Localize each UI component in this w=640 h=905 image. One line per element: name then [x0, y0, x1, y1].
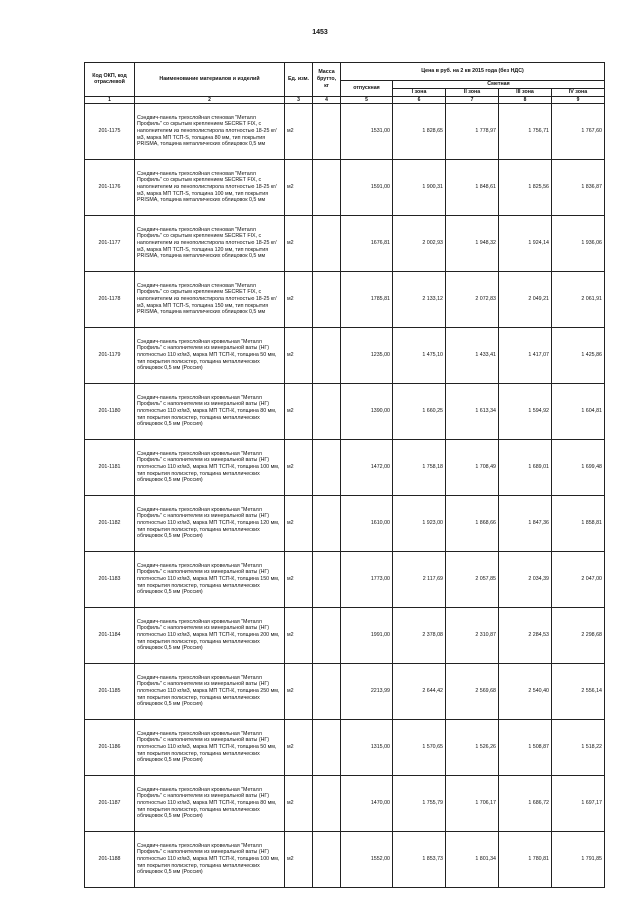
zone-4-price: 2 061,91	[552, 271, 605, 327]
item-unit: м2	[285, 271, 313, 327]
item-name: Сэндвич-панель трехслойная кровельная "Металл Профиль" с наполнителем из минеральной ваты (НГ) плотностью 110 кг/м3, марка МП ТСП-К, толщина 120 мм, тип покрытия полиэстер, толщина металлических облицовок 0,5 мм (Россия)	[135, 495, 285, 551]
zone-1-price: 2 117,69	[393, 551, 446, 607]
header-code: Код ОКП, код отраслевой	[85, 63, 135, 97]
zone-4-price: 2 298,68	[552, 607, 605, 663]
header-mass: Масса брутто, кг	[313, 63, 341, 97]
item-code: 201-1186	[85, 719, 135, 775]
item-name: Сэндвич-панель трехслойная стеновая "Металл Профиль" со скрытым креплением SECRET FIX, с наполнителем из пенополистирола плотностью 18-25 кг/м3, марка МП ТСП-S, толщина 80 мм, тип покрытия PRISMA, толщина металлических облицовок 0,5 мм	[135, 103, 285, 159]
table-body	[85, 103, 605, 887]
item-unit: м2	[285, 439, 313, 495]
zone-4-price: 2 047,00	[552, 551, 605, 607]
item-name: Сэндвич-панель трехслойная кровельная "Металл Профиль" с наполнителем из минеральной ваты (НГ) плотностью 110 кг/м3, марка МП ТСП-К, толщина 80 мм, тип покрытия полиэстер, толщина металлических облицовок 0,5 мм (Россия)	[135, 383, 285, 439]
zone-2-price: 2 072,83	[446, 271, 499, 327]
zone-1-price: 1 758,18	[393, 439, 446, 495]
zone-2-price: 1 778,97	[446, 103, 499, 159]
item-name: Сэндвич-панель трехслойная кровельная "Металл Профиль" с наполнителем из минеральной ваты (НГ) плотностью 110 кг/м3, марка МП ТСП-К, толщина 100 мм, тип покрытия полиэстер, толщина металлических облицовок 0,5 мм (Россия)	[135, 439, 285, 495]
release-price: 1991,00	[341, 607, 393, 663]
zone-2-price: 2 057,85	[446, 551, 499, 607]
item-name: Сэндвич-панель трехслойная стеновая "Металл Профиль" со скрытым креплением SECRET FIX, с наполнителем из пенополистирола плотностью 18-25 кг/м3, марка МП ТСП-S, толщина 150 мм, тип покрытия PRISMA, толщина металлических облицовок 0,5 мм	[135, 271, 285, 327]
item-code: 201-1182	[85, 495, 135, 551]
zone-4-price: 1 836,87	[552, 159, 605, 215]
item-code: 201-1188	[85, 831, 135, 887]
item-name: Сэндвич-панель трехслойная кровельная "Металл Профиль" с наполнителем из минеральной ваты (НГ) плотностью 110 кг/м3, марка МП ТСП-К, толщина 250 мм, тип покрытия полиэстер, толщина металлических облицовок 0,5 мм (Россия)	[135, 663, 285, 719]
item-name: Сэндвич-панель трехслойная кровельная "Металл Профиль" с наполнителем из минеральной ваты (НГ) плотностью 110 кг/м3, марка МП ТСП-К, толщина 50 мм, тип покрытия полиэстер, толщина металлических облицовок 0,5 мм (Россия)	[135, 327, 285, 383]
zone-3-price: 1 508,87	[499, 719, 552, 775]
release-price: 1470,00	[341, 775, 393, 831]
release-price: 1472,00	[341, 439, 393, 495]
column-number: 3	[285, 96, 313, 103]
column-number: 2	[135, 96, 285, 103]
header-zone-2: II зона	[446, 89, 499, 97]
header-release-price: отпускная	[341, 81, 393, 97]
item-name: Сэндвич-панель трехслойная кровельная "Металл Профиль" с наполнителем из минеральной ваты (НГ) плотностью 110 кг/м3, марка МП ТСП-К, толщина 50 мм, тип покрытия полиэстер, толщина металлических облицовок 0,5 мм (Россия)	[135, 719, 285, 775]
header-zone-3: III зона	[499, 89, 552, 97]
release-price: 1315,00	[341, 719, 393, 775]
zone-1-price: 1 660,25	[393, 383, 446, 439]
item-mass	[313, 383, 341, 439]
item-code: 201-1179	[85, 327, 135, 383]
item-unit: м2	[285, 551, 313, 607]
item-code: 201-1178	[85, 271, 135, 327]
item-mass	[313, 159, 341, 215]
zone-4-price: 1 791,85	[552, 831, 605, 887]
item-code: 201-1184	[85, 607, 135, 663]
release-price: 2213,99	[341, 663, 393, 719]
zone-4-price: 1 697,17	[552, 775, 605, 831]
release-price: 1676,81	[341, 215, 393, 271]
table-row	[85, 383, 605, 439]
item-code: 201-1183	[85, 551, 135, 607]
item-name: Сэндвич-панель трехслойная кровельная "Металл Профиль" с наполнителем из минеральной ваты (НГ) плотностью 110 кг/м3, марка МП ТСП-К, толщина 80 мм, тип покрытия полиэстер, толщина металлических облицовок 0,5 мм (Россия)	[135, 775, 285, 831]
header-name: Наименование материалов и изделий	[135, 63, 285, 97]
header-zone-4: IV зона	[552, 89, 605, 97]
item-code: 201-1181	[85, 439, 135, 495]
table-row	[85, 271, 605, 327]
item-unit: м2	[285, 831, 313, 887]
zone-1-price: 1 828,65	[393, 103, 446, 159]
zone-3-price: 1 756,71	[499, 103, 552, 159]
table-row	[85, 159, 605, 215]
item-code: 201-1185	[85, 663, 135, 719]
item-name: Сэндвич-панель трехслойная кровельная "Металл Профиль" с наполнителем из минеральной ваты (НГ) плотностью 110 кг/м3, марка МП ТСП-К, толщина 150 мм, тип покрытия полиэстер, толщина металлических облицовок 0,5 мм (Россия)	[135, 551, 285, 607]
zone-1-price: 2 133,12	[393, 271, 446, 327]
column-number: 8	[499, 96, 552, 103]
zone-1-price: 2 002,93	[393, 215, 446, 271]
column-number: 1	[85, 96, 135, 103]
zone-3-price: 1 825,56	[499, 159, 552, 215]
zone-3-price: 1 686,72	[499, 775, 552, 831]
zone-4-price: 1 936,06	[552, 215, 605, 271]
zone-2-price: 1 801,34	[446, 831, 499, 887]
release-price: 1773,00	[341, 551, 393, 607]
zone-2-price: 1 706,17	[446, 775, 499, 831]
header-price-group: Цена в руб. на 2 кв 2015 года (без НДС)	[341, 63, 605, 81]
column-number: 4	[313, 96, 341, 103]
table-row	[85, 103, 605, 159]
zone-2-price: 1 526,26	[446, 719, 499, 775]
zone-3-price: 2 034,39	[499, 551, 552, 607]
item-code: 201-1180	[85, 383, 135, 439]
item-mass	[313, 719, 341, 775]
zone-4-price: 1 767,60	[552, 103, 605, 159]
header-estimate: Сметная	[393, 81, 605, 89]
item-mass	[313, 439, 341, 495]
item-name: Сэндвич-панель трехслойная стеновая "Металл Профиль" со скрытым креплением SECRET FIX, с наполнителем из пенополистирола плотностью 18-25 кг/м3, марка МП ТСП-S, толщина 120 мм, тип покрытия PRISMA, толщина металлических облицовок 0,5 мм	[135, 215, 285, 271]
release-price: 1552,00	[341, 831, 393, 887]
release-price: 1591,00	[341, 159, 393, 215]
release-price: 1785,81	[341, 271, 393, 327]
item-mass	[313, 607, 341, 663]
zone-2-price: 2 569,68	[446, 663, 499, 719]
column-number: 9	[552, 96, 605, 103]
item-unit: м2	[285, 215, 313, 271]
price-table	[84, 62, 605, 888]
table-row	[85, 831, 605, 887]
zone-3-price: 1 417,07	[499, 327, 552, 383]
item-name: Сэндвич-панель трехслойная кровельная "Металл Профиль" с наполнителем из минеральной ваты (НГ) плотностью 110 кг/м3, марка МП ТСП-К, толщина 100 мм, тип покрытия полиэстер, толщина металлических облицовок 0,5 мм (Россия)	[135, 831, 285, 887]
zone-1-price: 1 900,31	[393, 159, 446, 215]
zone-2-price: 1 868,66	[446, 495, 499, 551]
zone-4-price: 1 699,48	[552, 439, 605, 495]
zone-4-price: 1 604,81	[552, 383, 605, 439]
zone-1-price: 1 475,10	[393, 327, 446, 383]
zone-2-price: 1 948,32	[446, 215, 499, 271]
zone-4-price: 1 858,81	[552, 495, 605, 551]
zone-1-price: 1 853,73	[393, 831, 446, 887]
zone-3-price: 1 847,36	[499, 495, 552, 551]
item-code: 201-1187	[85, 775, 135, 831]
item-code: 201-1176	[85, 159, 135, 215]
item-mass	[313, 103, 341, 159]
table-row	[85, 215, 605, 271]
zone-1-price: 2 378,08	[393, 607, 446, 663]
item-mass	[313, 327, 341, 383]
zone-3-price: 2 284,53	[499, 607, 552, 663]
zone-2-price: 2 310,87	[446, 607, 499, 663]
zone-3-price: 1 780,81	[499, 831, 552, 887]
item-code: 201-1177	[85, 215, 135, 271]
table-row	[85, 775, 605, 831]
table-row	[85, 607, 605, 663]
zone-3-price: 1 689,01	[499, 439, 552, 495]
zone-2-price: 1 433,41	[446, 327, 499, 383]
item-unit: м2	[285, 719, 313, 775]
table-row	[85, 719, 605, 775]
zone-1-price: 1 755,79	[393, 775, 446, 831]
header-unit: Ед. изм.	[285, 63, 313, 97]
zone-3-price: 1 924,14	[499, 215, 552, 271]
item-code: 201-1175	[85, 103, 135, 159]
item-unit: м2	[285, 495, 313, 551]
item-unit: м2	[285, 663, 313, 719]
zone-1-price: 1 923,00	[393, 495, 446, 551]
item-unit: м2	[285, 775, 313, 831]
zone-1-price: 1 570,65	[393, 719, 446, 775]
item-mass	[313, 775, 341, 831]
item-unit: м2	[285, 327, 313, 383]
item-unit: м2	[285, 159, 313, 215]
item-mass	[313, 271, 341, 327]
zone-4-price: 2 556,14	[552, 663, 605, 719]
table-row	[85, 327, 605, 383]
zone-1-price: 2 644,42	[393, 663, 446, 719]
zone-3-price: 2 049,21	[499, 271, 552, 327]
table-row	[85, 663, 605, 719]
page-number: 1453	[312, 29, 328, 36]
zone-3-price: 2 540,40	[499, 663, 552, 719]
release-price: 1610,00	[341, 495, 393, 551]
table-row	[85, 439, 605, 495]
table-row	[85, 495, 605, 551]
column-number: 7	[446, 96, 499, 103]
zone-4-price: 1 518,22	[552, 719, 605, 775]
column-number-row	[85, 96, 605, 103]
zone-3-price: 1 594,92	[499, 383, 552, 439]
item-unit: м2	[285, 607, 313, 663]
column-number: 6	[393, 96, 446, 103]
table-row	[85, 551, 605, 607]
column-number: 5	[341, 96, 393, 103]
item-mass	[313, 495, 341, 551]
item-mass	[313, 663, 341, 719]
item-mass	[313, 551, 341, 607]
zone-2-price: 1 848,61	[446, 159, 499, 215]
release-price: 1235,00	[341, 327, 393, 383]
zone-2-price: 1 708,49	[446, 439, 499, 495]
item-name: Сэндвич-панель трехслойная стеновая "Металл Профиль" со скрытым креплением SECRET FIX, с наполнителем из пенополистирола плотностью 18-25 кг/м3, марка МП ТСП-S, толщина 100 мм, тип покрытия PRISMA, толщина металлических облицовок 0,5 мм	[135, 159, 285, 215]
zone-4-price: 1 425,86	[552, 327, 605, 383]
item-mass	[313, 831, 341, 887]
header-zone-1: I зона	[393, 89, 446, 97]
release-price: 1390,00	[341, 383, 393, 439]
item-mass	[313, 215, 341, 271]
item-name: Сэндвич-панель трехслойная кровельная "Металл Профиль" с наполнителем из минеральной ваты (НГ) плотностью 110 кг/м3, марка МП ТСП-К, толщина 200 мм, тип покрытия полиэстер, толщина металлических облицовок 0,5 мм (Россия)	[135, 607, 285, 663]
item-unit: м2	[285, 383, 313, 439]
item-unit: м2	[285, 103, 313, 159]
zone-2-price: 1 613,34	[446, 383, 499, 439]
release-price: 1531,00	[341, 103, 393, 159]
